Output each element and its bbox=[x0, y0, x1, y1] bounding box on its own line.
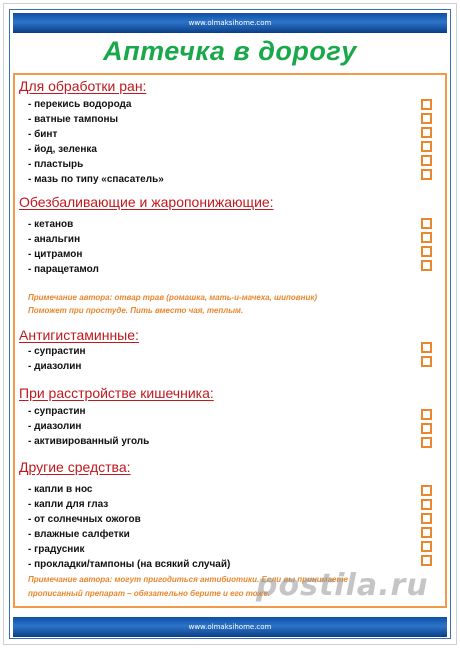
checkbox[interactable] bbox=[421, 437, 432, 448]
list-item: - парацетамол bbox=[28, 264, 99, 275]
author-note: Примечание автора: могут пригодиться антибиотики. Если вы принимаете bbox=[28, 575, 348, 584]
list-item: - диазолин bbox=[28, 361, 82, 372]
list-item: - диазолин bbox=[28, 421, 82, 432]
checkbox[interactable] bbox=[421, 232, 432, 243]
checkbox[interactable] bbox=[421, 423, 432, 434]
bottom-banner-url[interactable]: www.olmaksihome.com bbox=[13, 617, 447, 637]
list-item: - капли в нос bbox=[28, 484, 93, 495]
checkbox[interactable] bbox=[421, 555, 432, 566]
section-heading-wounds: Для обработки ран: bbox=[19, 78, 147, 94]
list-item: - цитрамон bbox=[28, 249, 83, 260]
list-item: - пластырь bbox=[28, 159, 84, 170]
list-item: - кетанов bbox=[28, 219, 74, 230]
list-item: - супрастин bbox=[28, 346, 86, 357]
checkbox[interactable] bbox=[421, 356, 432, 367]
section-heading-painkillers: Обезбаливающие и жаропонижающие: bbox=[19, 194, 274, 210]
author-note: прописанный препарат – обязательно берите и его тоже. bbox=[28, 589, 271, 598]
watermark: postila.ru bbox=[256, 568, 429, 603]
section-heading-other: Другие средства: bbox=[19, 459, 131, 475]
list-item: - активированный уголь bbox=[28, 436, 150, 447]
checkbox[interactable] bbox=[421, 409, 432, 420]
list-item: - ватные тампоны bbox=[28, 114, 119, 125]
page-title: Аптечка в дорогу bbox=[103, 36, 357, 66]
list-item: - прокладки/тампоны (на всякий случай) bbox=[28, 559, 231, 570]
checkbox[interactable] bbox=[421, 155, 432, 166]
checkbox[interactable] bbox=[421, 527, 432, 538]
list-item: - градусник bbox=[28, 544, 85, 555]
author-note: Поможет при простуде. Пить вместо чая, теплым. bbox=[28, 306, 244, 315]
list-item: - анальгин bbox=[28, 234, 81, 245]
list-item: - йод, зеленка bbox=[28, 144, 97, 155]
list-item: - мазь по типу «спасатель» bbox=[28, 174, 164, 185]
checkbox[interactable] bbox=[421, 499, 432, 510]
list-item: - бинт bbox=[28, 129, 58, 140]
checkbox[interactable] bbox=[421, 513, 432, 524]
checkbox[interactable] bbox=[421, 260, 432, 271]
top-banner-url[interactable]: www.olmaksihome.com bbox=[13, 13, 447, 33]
section-heading-antihistamines: Антигистаминные: bbox=[19, 327, 139, 343]
list-item: - влажные салфетки bbox=[28, 529, 130, 540]
checkbox[interactable] bbox=[421, 218, 432, 229]
checkbox[interactable] bbox=[421, 342, 432, 353]
checkbox[interactable] bbox=[421, 485, 432, 496]
author-note: Примечание автора: отвар трав (ромашка, мать-и-мачеха, шиповник) bbox=[28, 293, 318, 302]
checkbox[interactable] bbox=[421, 141, 432, 152]
checkbox[interactable] bbox=[421, 541, 432, 552]
list-item: - капли для глаз bbox=[28, 499, 109, 510]
section-heading-stomach: При расстройстве кишечника: bbox=[19, 385, 214, 401]
checkbox[interactable] bbox=[421, 113, 432, 124]
checkbox[interactable] bbox=[421, 246, 432, 257]
checkbox[interactable] bbox=[421, 99, 432, 110]
list-item: - супрастин bbox=[28, 406, 86, 417]
list-item: - перекись водорода bbox=[28, 99, 132, 110]
list-item: - от солнечных ожогов bbox=[28, 514, 141, 525]
checkbox[interactable] bbox=[421, 127, 432, 138]
checkbox[interactable] bbox=[421, 169, 432, 180]
